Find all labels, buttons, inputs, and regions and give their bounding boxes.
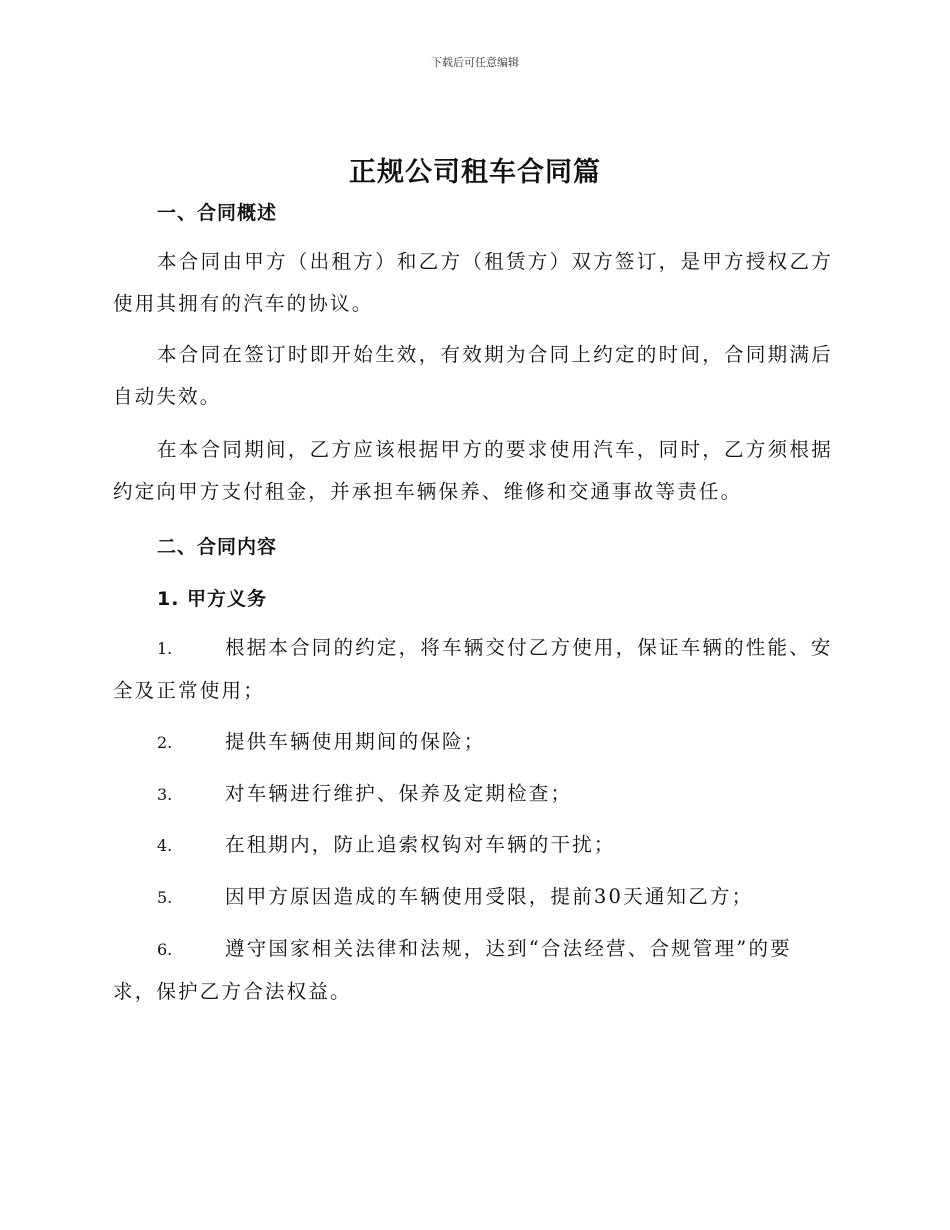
list-item-text: 在租期内，防止追索权钩对车辆的干扰；: [225, 833, 616, 856]
list-item-text: 遵守国家相关法律和法规，达到“合法经营、合规管理”的要求，保护乙方合法权益。: [113, 937, 792, 1003]
list-item: [113, 721, 833, 764]
list-item-number: 2.: [157, 733, 173, 752]
page-header-note: 下载后可任意编辑: [431, 56, 519, 69]
list-item-text: 因甲方原因造成的车辆使用受限，提前30天通知乙方；: [225, 885, 754, 908]
list-item: [113, 876, 833, 919]
subsection-heading-party-a: 1. 甲方义务: [157, 588, 268, 610]
list-item-text: 提供车辆使用期间的保险；: [225, 730, 486, 753]
list-item: [113, 928, 833, 1013]
section-heading-content: 二、合同内容: [157, 536, 278, 558]
paragraph: 在本合同期间，乙方应该根据甲方的要求使用汽车，同时，乙方须根据约定向甲方支付租金，并承担车辆保养、维修和交通事故等责任。: [113, 438, 833, 503]
list-item-number: 4.: [157, 836, 173, 855]
list-item-number: 5.: [157, 888, 173, 907]
list-item-text: 对车辆进行维护、保养及定期检查；: [225, 782, 573, 805]
paragraph: 本合同由甲方（出租方）和乙方（租赁方）双方签订，是甲方授权乙方使用其拥有的汽车的协议。: [113, 250, 833, 315]
list-item-number: 1.: [157, 639, 173, 658]
list-item-number: 6.: [157, 940, 173, 959]
list-item: [113, 773, 833, 816]
list-item-text: 根据本合同的约定，将车辆交付乙方使用，保证车辆的性能、安全及正常使用；: [113, 636, 833, 702]
list-item: [113, 627, 833, 712]
section-heading-overview: 一、合同概述: [157, 202, 278, 224]
list-item: [113, 824, 833, 867]
document-title: 正规公司租车合同篇: [349, 157, 601, 188]
paragraph: 本合同在签订时即开始生效，有效期为合同上约定的时间，合同期满后自动失效。: [113, 343, 833, 408]
list-item-number: 3.: [157, 785, 173, 804]
